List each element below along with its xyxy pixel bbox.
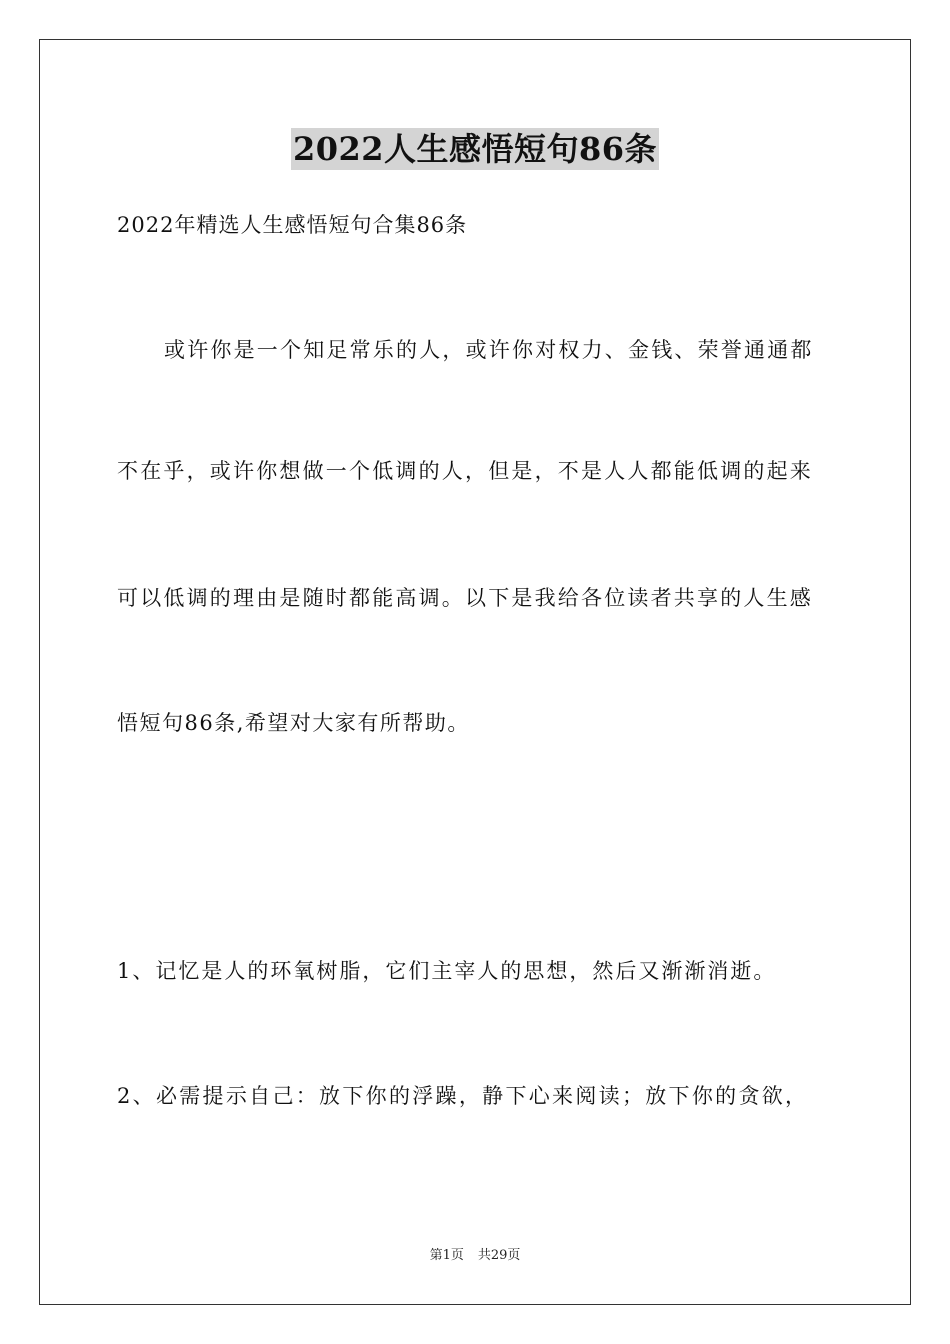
- page-footer: [0, 1247, 950, 1265]
- page-number: 第1页: [429, 1248, 464, 1263]
- document-subtitle: 2022年精选人生感悟短句合集86条: [117, 213, 468, 237]
- title-container: [0, 128, 950, 170]
- intro-line-2: 不在乎，或许你想做一个低调的人，但是，不是人人都能低调的起来: [117, 459, 813, 483]
- intro-line-3: 可以低调的理由是随时都能高调。以下是我给各位读者共享的人生感: [117, 586, 813, 610]
- intro-line-4: 悟短句86条,希望对大家有所帮助。: [117, 711, 470, 735]
- list-item-1: 1、记忆是人的环氧树脂，它们主宰人的思想，然后又渐渐消逝。: [117, 959, 777, 983]
- page-total: 共29页: [477, 1248, 521, 1263]
- intro-line-1: 或许你是一个知足常乐的人，或许你对权力、金钱、荣誉通通都: [164, 338, 814, 362]
- document-title: 2022人生感悟短句86条: [292, 130, 658, 168]
- list-item-2: 2、必需提示自己：放下你的浮躁，静下心来阅读；放下你的贪欲，: [117, 1084, 809, 1108]
